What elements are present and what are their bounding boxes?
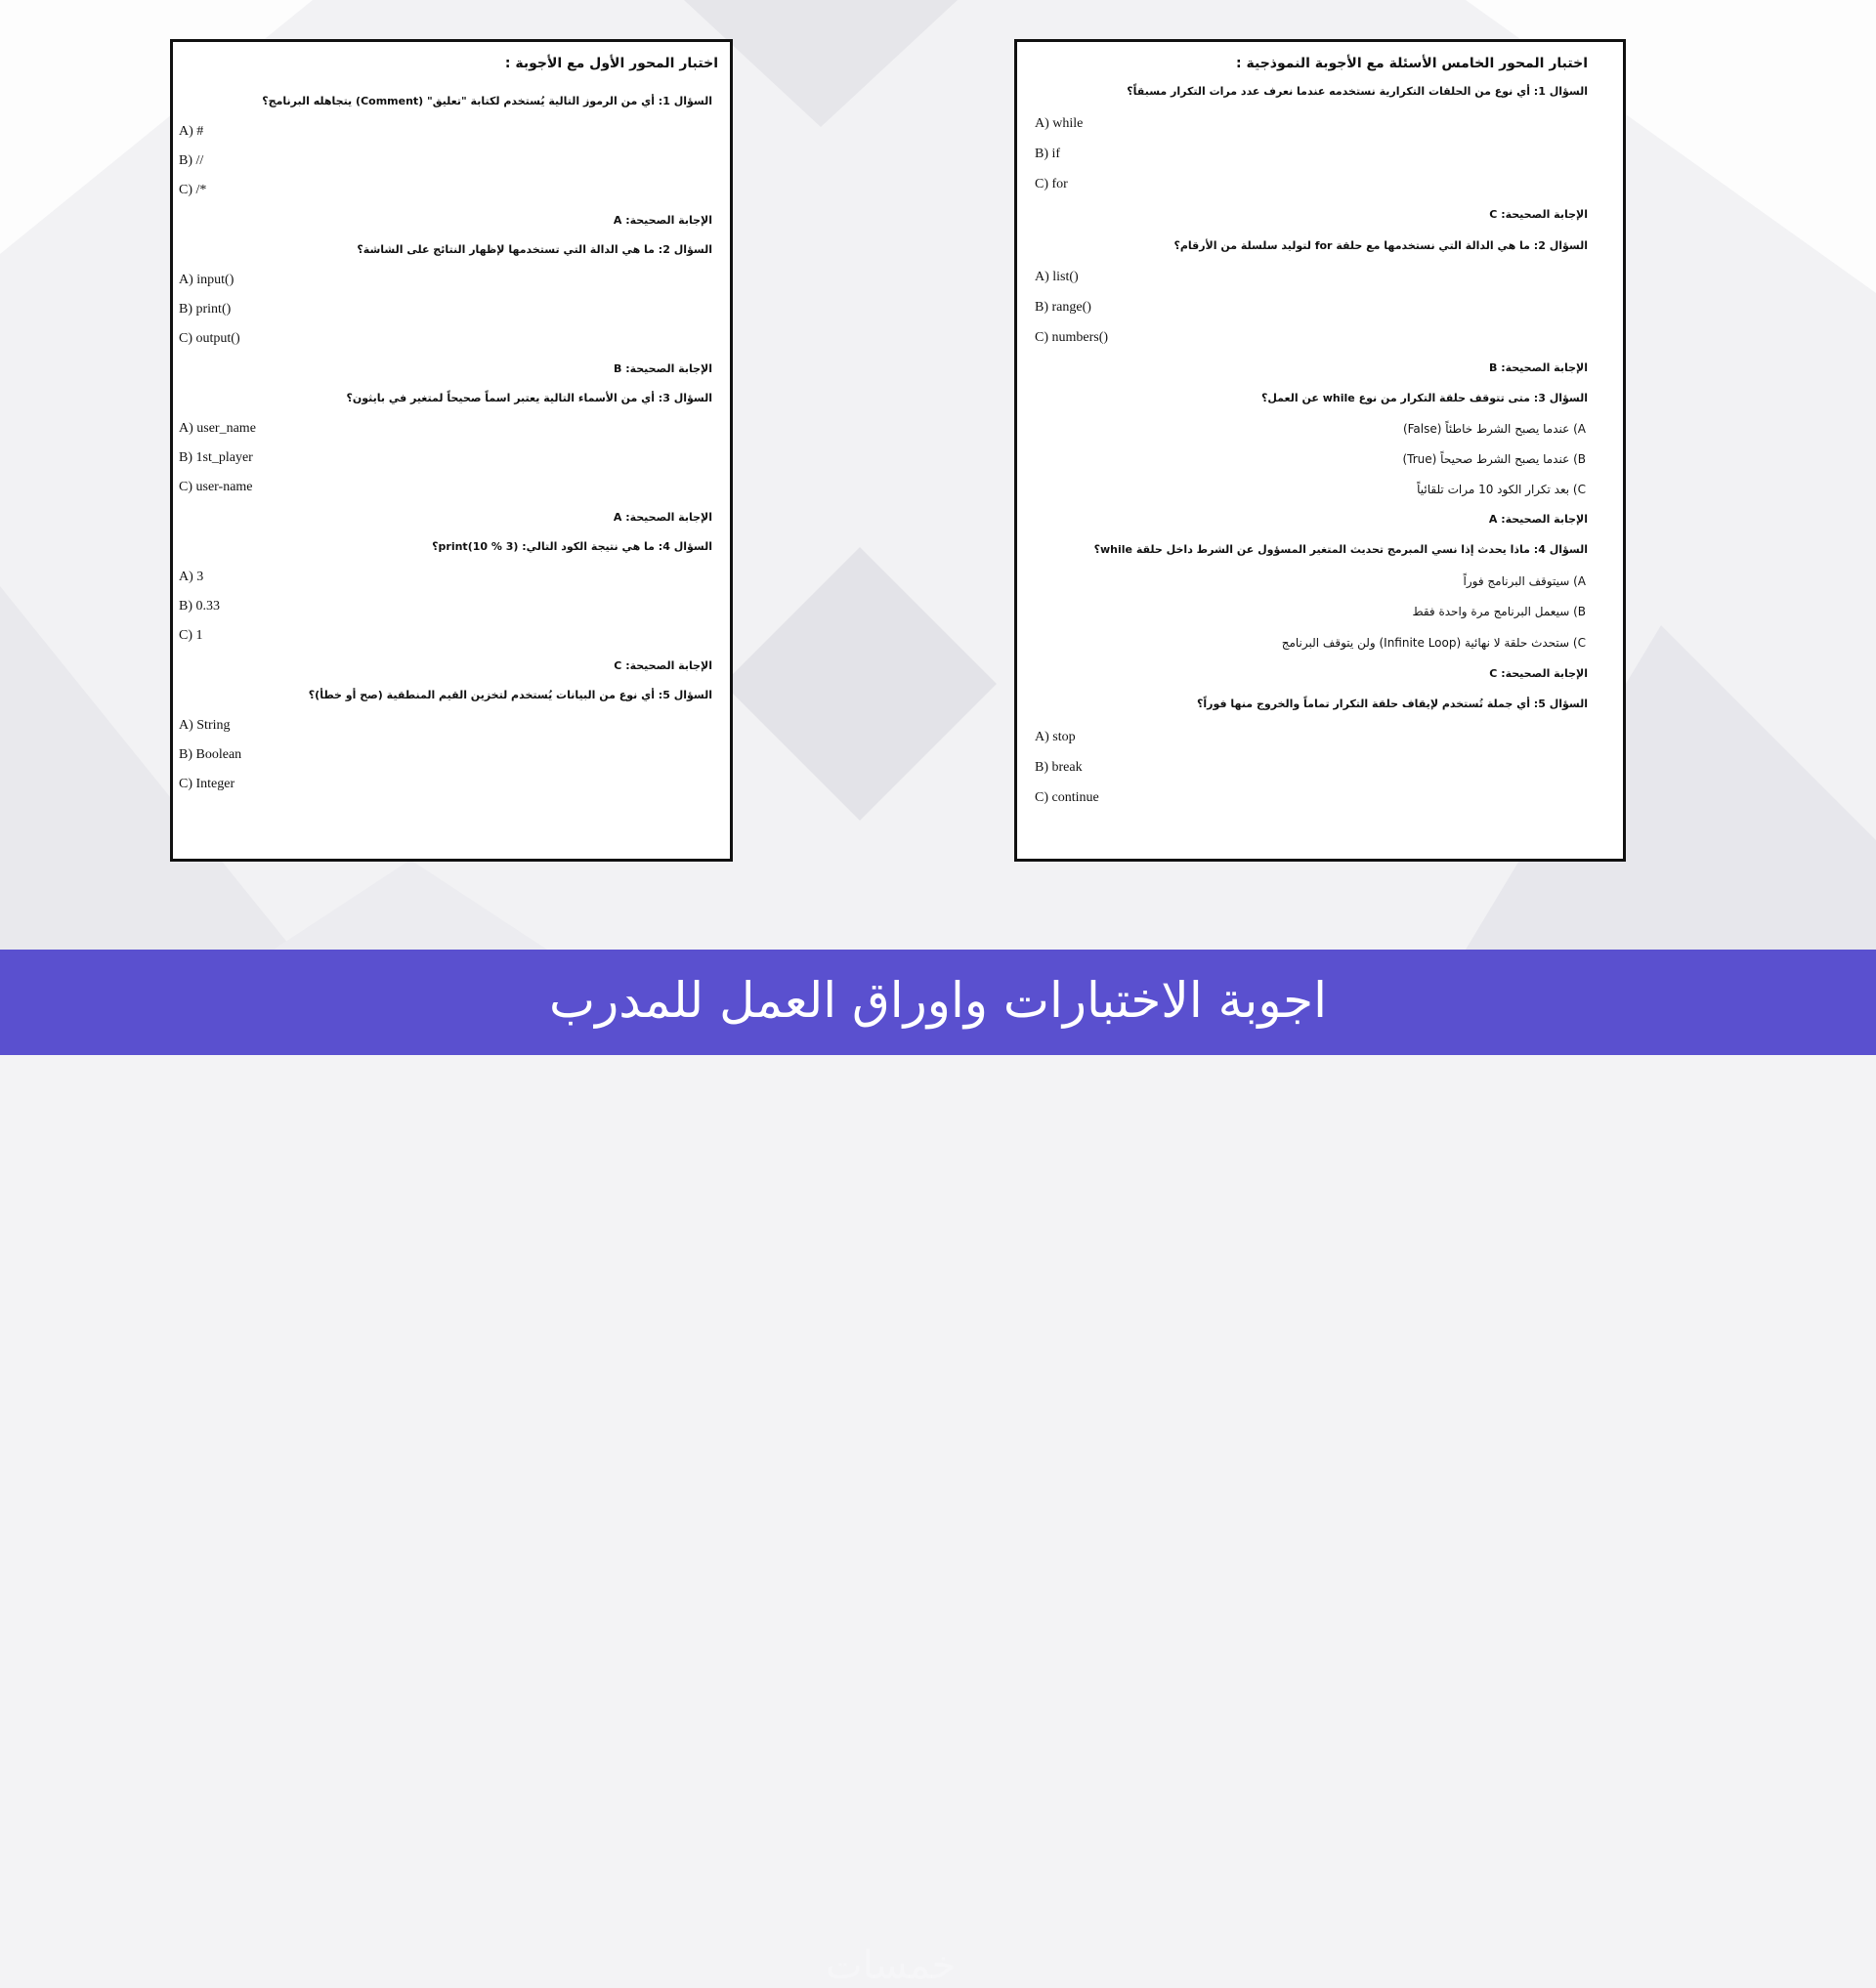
question-5: السؤال 5: أي جملة تُستخدم لإيقاف حلقة التكرار تماماً والخروج منها فوراً؟ [1197, 698, 1588, 710]
page-title: اختبار المحور الأول مع الأجوبة : [504, 56, 718, 71]
option-a: A) while [1035, 116, 1084, 131]
option-c: C) Integer [179, 777, 235, 791]
option-c: C) numbers() [1035, 330, 1109, 345]
option-a: A) input() [179, 273, 234, 287]
question-2: السؤال 2: ما هي الدالة التي تستخدمها لإظهار النتائج على الشاشة؟ [357, 243, 712, 256]
answer-3: الإجابة الصحيحة: A [613, 511, 712, 524]
right-worksheet-page [1014, 39, 1626, 862]
page-title: اختبار المحور الخامس الأسئلة مع الأجوبة النموذجية : [1236, 56, 1588, 71]
answer-2: الإجابة الصحيحة: B [613, 362, 712, 375]
question-1: السؤال 1: أي نوع من الحلقات التكرارية نستخدمه عندما نعرف عدد مرات التكرار مسبقاً؟ [1127, 85, 1588, 98]
answer-2: الإجابة الصحيحة: B [1488, 361, 1588, 374]
option-a: A) عندما يصبح الشرط خاطئاً (False) [1402, 422, 1586, 436]
option-c: C) ستحدث حلقة لا نهائية (Infinite Loop) ولن يتوقف البرنامج [1281, 636, 1586, 650]
option-c: C) بعد تكرار الكود 10 مرات تلقائياً [1417, 483, 1586, 496]
option-c: C) 1 [179, 628, 203, 643]
option-b: B) if [1035, 147, 1061, 161]
option-c: C) /* [179, 183, 207, 197]
question-3: السؤال 3: متى تتوقف حلقة التكرار من نوع while عن العمل؟ [1260, 392, 1588, 404]
question-4: السؤال 4: ما هي نتيجة الكود التالي: print(10 % 3)؟ [432, 540, 712, 553]
answer-1: الإجابة الصحيحة: C [1489, 208, 1588, 221]
option-b: B) سيعمل البرنامج مرة واحدة فقط [1412, 605, 1586, 618]
option-c: C) for [1035, 177, 1068, 191]
option-b: B) Boolean [179, 747, 242, 762]
question-4: السؤال 4: ماذا يحدث إذا نسي المبرمج تحديث المتغير المسؤول عن الشرط داخل حلقة while؟ [1093, 543, 1588, 556]
option-b: B) // [179, 153, 204, 168]
question-2: السؤال 2: ما هي الدالة التي نستخدمها مع حلقة for لتوليد سلسلة من الأرقام؟ [1173, 239, 1588, 252]
option-b: B) عندما يصبح الشرط صحيحاً (True) [1402, 452, 1586, 466]
watermark-logo: خمسات [826, 1943, 957, 1988]
question-5: السؤال 5: أي نوع من البيانات يُستخدم لتخزين القيم المنطقية (صح أو خطأ)؟ [308, 689, 712, 701]
option-c: C) output() [179, 331, 240, 346]
answer-1: الإجابة الصحيحة: A [613, 214, 712, 227]
answer-3: الإجابة الصحيحة: A [1488, 513, 1588, 526]
option-c: C) continue [1035, 790, 1099, 805]
option-a: A) # [179, 124, 204, 139]
option-b: B) print() [179, 302, 232, 317]
option-a: A) 3 [179, 570, 204, 584]
option-c: C) user-name [179, 480, 253, 494]
option-a: A) stop [1035, 730, 1076, 744]
option-b: B) 1st_player [179, 450, 253, 465]
option-a: A) list() [1035, 270, 1079, 284]
bottom-banner [0, 950, 1876, 1988]
answer-4: الإجابة الصحيحة: C [1489, 667, 1588, 680]
option-b: B) 0.33 [179, 599, 220, 613]
banner-title: اجوبة الاختبارات واوراق العمل للمدرب [549, 972, 1327, 1029]
question-1: السؤال 1: أي من الرموز التالية يُستخدم لكتابة "تعليق" (Comment) يتجاهله البرنامج؟ [262, 95, 712, 107]
option-a: A) سيتوقف البرنامج فوراً [1463, 574, 1586, 588]
question-3: السؤال 3: أي من الأسماء التالية يعتبر اسماً صحيحاً لمتغير في بايثون؟ [346, 392, 712, 404]
option-a: A) String [179, 718, 231, 733]
left-worksheet-page [170, 39, 733, 862]
option-a: A) user_name [179, 421, 256, 436]
answer-4: الإجابة الصحيحة: C [614, 659, 712, 672]
option-b: B) break [1035, 760, 1083, 775]
option-b: B) range() [1035, 300, 1091, 315]
